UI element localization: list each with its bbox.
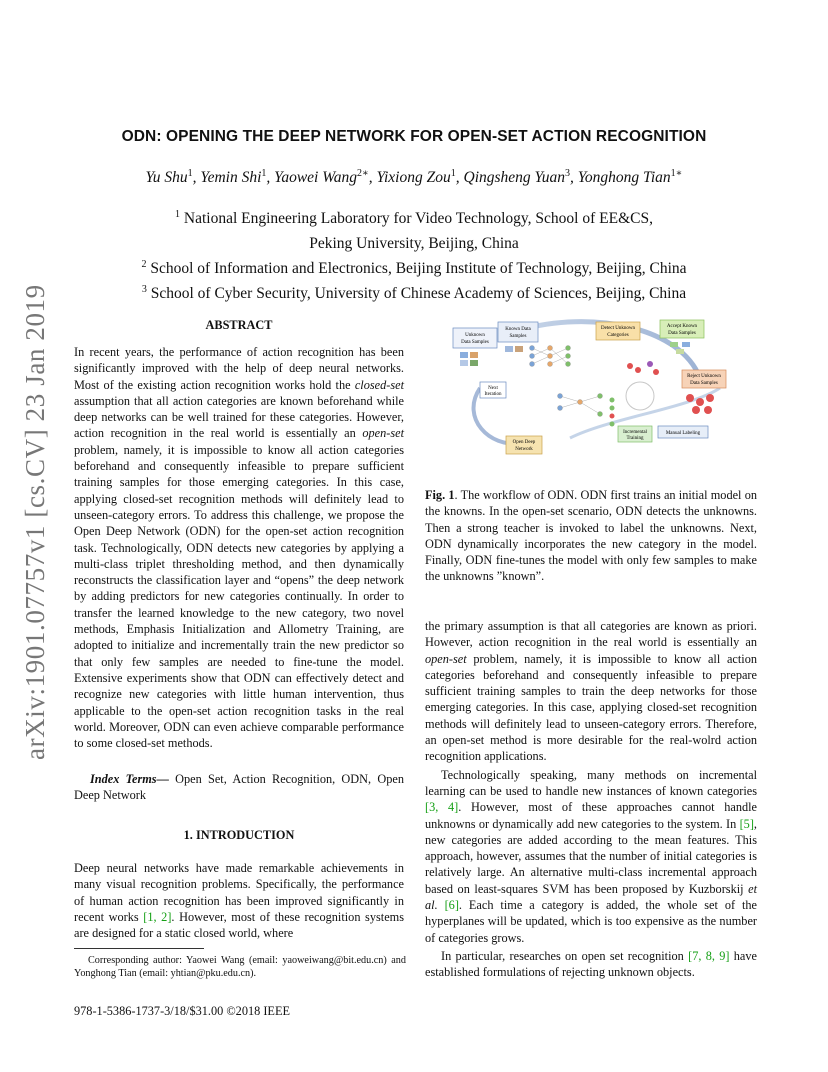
accept-label-1: Accept Known bbox=[666, 324, 698, 329]
abstract-heading: ABSTRACT bbox=[205, 318, 273, 332]
affiliation-text: Peking University, Beijing, China bbox=[309, 235, 519, 253]
hypersphere-shape bbox=[626, 382, 654, 410]
right-p2-space bbox=[438, 898, 445, 912]
intro-text-1: Deep neural networks have made remarkable achievements in many visual recognition problems. Specifically, the performance of human action recognition has been improved significantly in recent works bbox=[74, 861, 404, 924]
accept-label-2: Data Samples bbox=[668, 331, 696, 336]
odn-label-2: Network bbox=[515, 447, 533, 452]
affiliation-mark: 3 bbox=[141, 284, 147, 296]
author-name: Yaowei Wang bbox=[274, 169, 357, 187]
author-name: Yemin Shi bbox=[200, 169, 262, 187]
intro-body bbox=[74, 860, 404, 941]
detect-label-2: Categories bbox=[607, 333, 629, 338]
workflow-diagram bbox=[450, 318, 756, 462]
figure-caption bbox=[425, 487, 757, 585]
affiliation-line bbox=[0, 279, 828, 304]
right-p2-em: et al. bbox=[425, 881, 757, 913]
right-p3-text-2: have established formulations of rejecting unknown objects. bbox=[425, 948, 757, 980]
affiliation-line bbox=[0, 204, 828, 229]
footnote-divider bbox=[74, 948, 204, 949]
citation-link[interactable]: [5] bbox=[739, 816, 754, 831]
abstract-text-1: In recent years, the performance of action recognition has been significantly improved with the help of deep neural networks. Most of the existing action recognition works hold the bbox=[74, 345, 404, 392]
author-name: Yu Shu bbox=[145, 169, 188, 187]
author-separator: , bbox=[266, 169, 275, 187]
category-dots bbox=[627, 361, 659, 375]
reject-label-1: Reject Unknown bbox=[687, 374, 721, 379]
right-p1-text-1: the primary assumption is that all categories are known as priori. However, action recognition in the real world is essentially an bbox=[425, 619, 757, 650]
next-label-2: Iteration bbox=[484, 392, 502, 397]
citation-link[interactable]: [1, 2] bbox=[143, 909, 172, 924]
affiliation-text: School of Cyber Security, University of Chinese Academy of Sciences, Beijing, China bbox=[150, 285, 687, 303]
author-separator: , bbox=[569, 169, 578, 187]
abstract-text-3: problem, namely, it is impossible to know all action categories beforehand and consequently infeasible to prepare sufficient training samples for those emerging categories. In this case, applying closed-set recognition methods will definitely lead to unseen-category errors. To address this challenge, we propose the Open Deep Network (ODN) for the open-set action recognition task. Technologically, ODN detects new categories by applying a multi-class triplet thresholding method, and then dynamically reconstructs the classification layer and “opens” the deep network by adding predictors for new categories continually. In order to transfer the learned knowledge to the new category, two novel methods, Emphasis Initialization and Allometry Training, are adopted to initialize and incrementally train the new predictor so that only few samples are needed to fine-tune the model. Extensive experiments show that ODN can effectively detect and recognize new categories with little human intervention, thus applicable to the open-set action recognition tasks in the real world. Moreover, ODN can even achieve comparable performance to some closed-set methods. bbox=[74, 442, 404, 751]
author-list bbox=[0, 168, 828, 187]
known-label-2: Samples bbox=[509, 334, 527, 339]
author-name: Yonghong Tian bbox=[577, 169, 671, 187]
index-terms bbox=[74, 771, 404, 804]
arxiv-stamp: arXiv:1901.07757v1 [cs.CV] 23 Jan 2019 bbox=[20, 284, 50, 760]
caption-text: . The workflow of ODN. ODN first trains an initial model on the knowns. In the open-set scenario, ODN detects the unknowns. Then a strong teacher is invoked to label the unknowns. Next, ODN dynamically incorporates the new category in the model. Finally, ODN fine-tunes the model with only few samples to make the unknowns ”known”. bbox=[425, 488, 758, 584]
incremental-label-1: Incremental bbox=[623, 430, 647, 435]
author-separator: , bbox=[455, 169, 464, 187]
right-p2-text-2: . However, most of these approaches cannot handle unknowns or dynamically add new categories to the system. In bbox=[425, 800, 758, 831]
unknown-label-2: Data Samples bbox=[461, 340, 489, 345]
figure-workflow bbox=[450, 318, 756, 462]
abstract-body bbox=[74, 344, 404, 751]
right-p3-text-1: In particular, researches on open set recognition bbox=[441, 948, 689, 963]
network-graph bbox=[530, 346, 571, 367]
detect-label-1: Detect Unknown bbox=[600, 326, 636, 331]
affiliation-mark: 1 bbox=[175, 209, 181, 220]
affiliation-list bbox=[0, 204, 828, 305]
author-separator: , bbox=[192, 169, 201, 187]
right-p1-em: open-set bbox=[425, 651, 467, 666]
incremental-label-2: Training bbox=[626, 436, 644, 441]
sample-icons-left bbox=[460, 346, 523, 366]
author-name: Qingsheng Yuan bbox=[463, 169, 565, 187]
caption-label: Fig. 1 bbox=[425, 488, 455, 502]
author-affiliation-mark: 1 bbox=[187, 168, 193, 179]
author-affiliation-mark: 1∗ bbox=[670, 168, 683, 179]
right-p2-text-4: . Each time a category is added, the whole set of the hyperplanes will be updated, which is too expensive as the number of categories grows. bbox=[425, 898, 758, 945]
abstract-em-2: open-set bbox=[362, 426, 404, 441]
abstract-text-2: assumption that all action categories are known beforehand while deep networks can be well trained for these categories. However, action recognition in the real world is essentially an bbox=[74, 393, 404, 441]
unknown-label-1: Unknown bbox=[465, 333, 485, 338]
author-separator: , bbox=[368, 169, 377, 187]
author-affiliation-mark: 1 bbox=[261, 168, 267, 179]
manual-label: Manual Labeling bbox=[665, 431, 701, 436]
copyright-line: 978-1-5386-1737-3/18/$31.00 ©2018 IEEE bbox=[74, 1004, 290, 1018]
unknown-samples-box bbox=[453, 328, 497, 348]
affiliation-text: School of Information and Electronics, Beijing Institute of Technology, Beijing, China bbox=[150, 260, 687, 278]
right-p1-text-2: problem, namely, it is impossible to know all action categories beforehand and consequently infeasible to prepare sufficient training samples to train the deep networks for those emerging categories. In this case, applying closed-set recognition methods will definitely lead to unseen-category errors. Therefore, an open-set method is more desirable for the real-wolrd action recognition applications. bbox=[425, 651, 757, 764]
paper-title: ODN: OPENING THE DEEP NETWORK FOR OPEN-SET ACTION RECOGNITION bbox=[121, 128, 707, 145]
intro-text-2: . However, most of these recognition systems are designed for a static closed world, where bbox=[74, 909, 405, 941]
next-label-1: Next bbox=[488, 386, 498, 391]
network-graph-lower bbox=[558, 394, 603, 417]
footnote-text: Corresponding author: Yaowei Wang (email: yaoweiwang@bit.edu.cn) and Yonghong Tian (email: yhtian@pku.edu.cn). bbox=[74, 955, 406, 979]
author-affiliation-mark: 2∗ bbox=[356, 168, 369, 179]
footnote bbox=[74, 954, 406, 980]
known-samples-box bbox=[498, 322, 538, 342]
author-affiliation-mark: 3 bbox=[564, 168, 570, 179]
author-name: Yixiong Zou bbox=[376, 169, 451, 187]
affiliation-line bbox=[0, 254, 828, 279]
right-p2-text-3: , new categories are added according to the mean features. This approach, however, assumes that the number of initial categories is relatively large. An alternative multi-class incremental approach based on least-squares SVM has been proposed by Kuzborskij bbox=[425, 816, 757, 896]
odn-label-1: Open Deep bbox=[512, 440, 536, 445]
affiliation-line bbox=[0, 229, 828, 254]
known-label-1: Known Data bbox=[505, 327, 531, 332]
citation-link[interactable]: [7, 8, 9] bbox=[688, 948, 730, 963]
abstract-em-1: closed-set bbox=[354, 377, 404, 392]
intro-heading: 1. INTRODUCTION bbox=[183, 828, 295, 842]
citation-link[interactable]: [3, 4] bbox=[425, 800, 459, 815]
right-column-body bbox=[425, 618, 757, 981]
right-p2-text-1: Technologically speaking, many methods on incremental learning can be used to handle new instances of known categories bbox=[425, 767, 757, 798]
index-terms-text: Open Set, Action Recognition, ODN, Open Deep Network bbox=[74, 772, 404, 803]
affiliation-mark: 2 bbox=[141, 259, 147, 271]
reject-label-2: Data Samples bbox=[690, 381, 718, 386]
index-terms-label: Index Terms— bbox=[90, 772, 169, 786]
author-affiliation-mark: 1 bbox=[450, 168, 456, 179]
affiliation-text: National Engineering Laboratory for Video Technology, School of EE&CS, bbox=[183, 210, 653, 228]
citation-link[interactable]: [6] bbox=[444, 898, 459, 913]
